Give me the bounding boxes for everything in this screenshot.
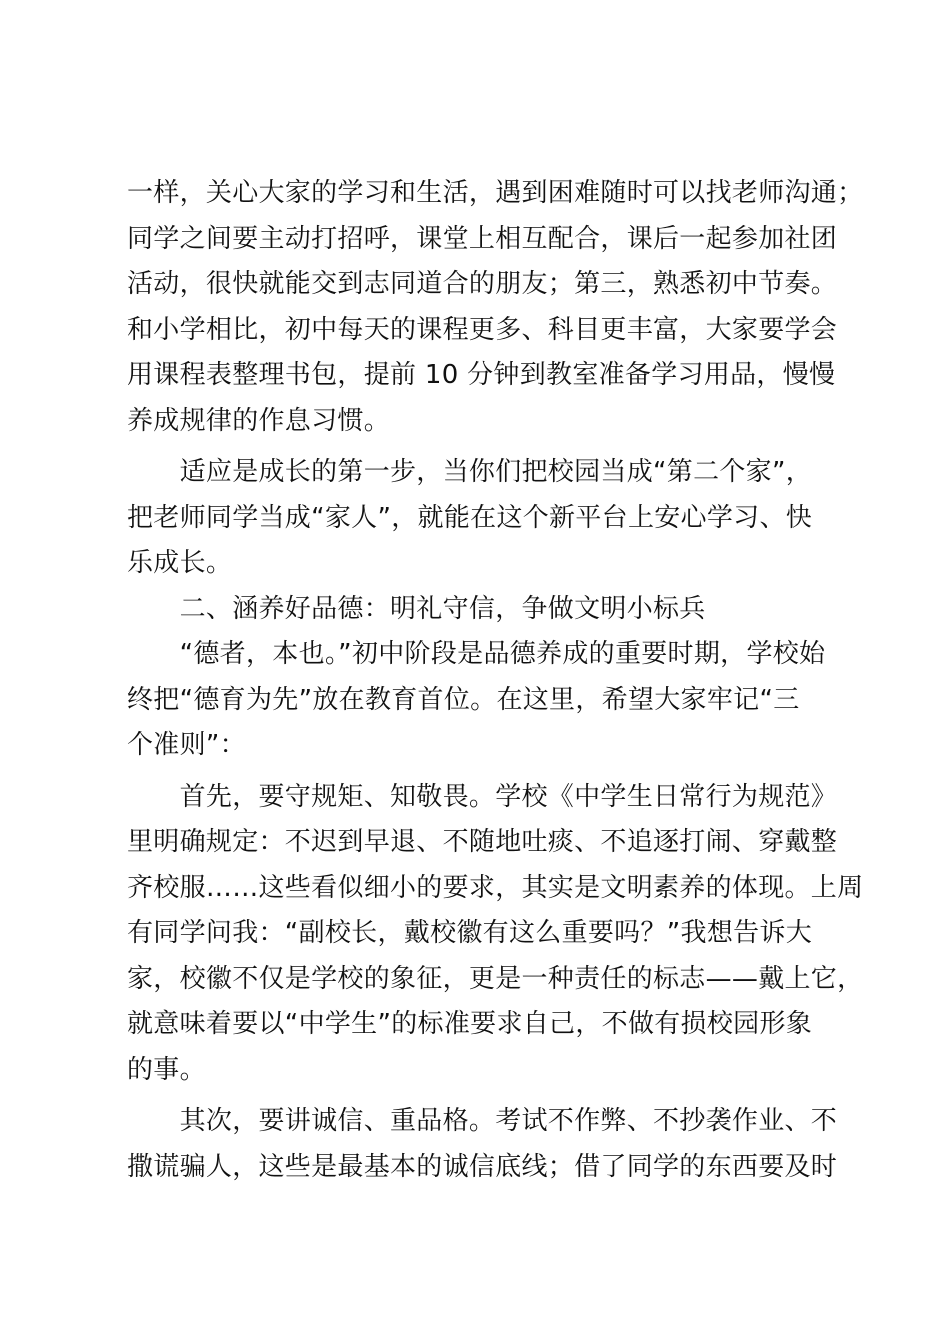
text-line: 里明确规定：不迟到早退、不随地吐痰、不追逐打闹、穿戴整: [127, 827, 838, 857]
text-line: 用课程表整理书包，提前 10 分钟到教室准备学习用品，慢慢: [127, 360, 836, 390]
text-line: 有同学问我：“副校长，戴校徽有这么重要吗？”我想告诉大: [127, 918, 813, 948]
text-line: 家，校徽不仅是学校的象征，更是一种责任的标志——戴上它，: [127, 963, 864, 994]
text-line: 活动，很快就能交到志同道合的朋友；第三，熟悉初中节奏。: [127, 269, 838, 299]
text-line: 撒谎骗人，这些是最基本的诚信底线；借了同学的东西要及时: [127, 1151, 838, 1182]
text-line: “德者，本也。”初中阶段是品德养成的重要时期，学校始: [127, 639, 826, 669]
text-line: 乐成长。: [127, 548, 233, 578]
text-line: 的事。: [127, 1054, 206, 1085]
text-line: 养成规律的作息习惯。: [127, 405, 391, 436]
text-line: 把老师同学当成“家人”，就能在这个新平台上安心学习、快: [127, 502, 813, 533]
text-line: 其次，要讲诚信、重品格。考试不作弊、不抄袭作业、不: [127, 1106, 838, 1136]
text-line: 就意味着要以“中学生”的标准要求自己，不做有损校园形象: [127, 1009, 813, 1039]
text-line: 齐校服……这些看似细小的要求，其实是文明素养的体现。上周: [127, 872, 864, 903]
section-heading: 二、涵养好品德：明礼守信，争做文明小标兵: [127, 593, 706, 624]
document-body: [127, 171, 867, 1190]
text-line: 首先，要守规矩、知敬畏。学校《中学生日常行为规范》: [127, 781, 838, 812]
text-line: 适应是成长的第一步，当你们把校园当成“第二个家”，: [127, 457, 813, 487]
text-line: 终把“德育为先”放在教育首位。在这里，希望大家牢记“三: [127, 684, 800, 715]
text-line: 一样，关心大家的学习和生活，遇到困难随时可以找老师沟通；: [127, 178, 864, 208]
text-line: 同学之间要主动打招呼，课堂上相互配合，课后一起参加社团: [127, 223, 838, 254]
text-line: 和小学相比，初中每天的课程更多、科目更丰富，大家要学会: [127, 314, 838, 345]
text-line: 个准则”：: [127, 730, 246, 760]
